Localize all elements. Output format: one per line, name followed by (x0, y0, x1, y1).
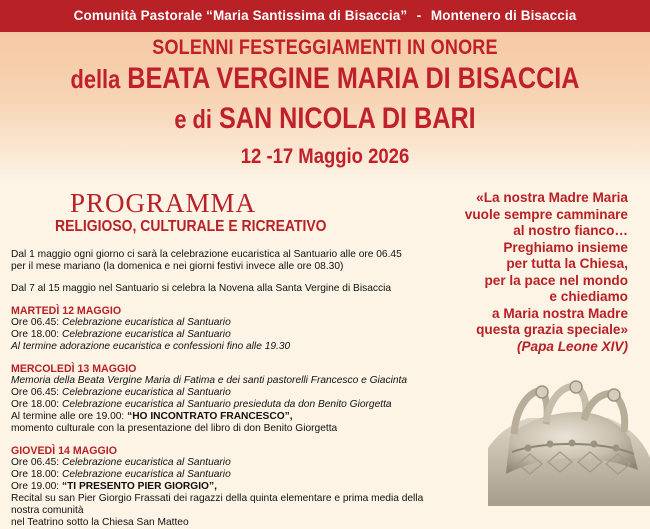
program-line (11, 387, 451, 399)
day-title-giovedi: GIOVEDÌ 14 MAGGIO (11, 445, 117, 457)
program-line: momento culturale con la presentazione del libro di don Benito Giorgetta (11, 423, 338, 434)
day-title-martedi: MARTEDÌ 12 MAGGIO (11, 305, 122, 317)
header-line2-main: BEATA VERGINE MARIA DI BISACCIA (127, 62, 580, 95)
community-name: Comunità Pastorale “Maria Santissima di Bisaccia” (73, 8, 408, 23)
quote-line: a Maria nostra Madre (492, 305, 628, 321)
top-banner (0, 0, 650, 32)
header-line3-main: SAN NICOLA DI BARI (218, 102, 476, 135)
quote-author: (Papa Leone XIV) (516, 338, 628, 354)
banner-separator: - (416, 8, 422, 23)
header-line-san-nicola (52, 102, 598, 136)
event-text: Celebrazione eucaristica al Santuario presieduta da don Benito Giorgetta (61, 399, 392, 410)
event-text: Celebrazione eucaristica al Santuario (61, 329, 231, 340)
program-line: Al termine adorazione eucaristica e confessioni fino alle 19.30 (11, 341, 291, 352)
quote-line: e chiediamo (549, 289, 628, 304)
town-name: Montenero di Bisaccia (430, 8, 577, 23)
program-line (11, 411, 451, 423)
quote-line: «La nostra Madre Maria (476, 190, 628, 205)
time-label: Ore 06.45: (11, 387, 60, 398)
header-line-solenni: SOLENNI FESTEGGIAMENTI IN ONORE (152, 36, 498, 59)
time-label: Ore 06.45: (11, 317, 60, 328)
quote-line: Preghiamo insieme (503, 239, 628, 255)
madonna-statue-image (488, 378, 650, 506)
event-text: Celebrazione eucaristica al Santuario (61, 387, 231, 398)
poster-header (0, 32, 650, 180)
program-line: nel Teatrino sotto la Chiesa San Matteo (11, 517, 189, 528)
event-title: “TI PRESENTO PIER GIORGIO”, (61, 481, 217, 492)
time-label: Ore 19.00: (11, 481, 60, 492)
festival-dates: 12 -17 Maggio 2026 (240, 145, 410, 168)
quote-line: per tutta la Chiesa, (506, 256, 628, 271)
day-title-mercoledi: MERCOLEDÌ 13 MAGGIO (11, 363, 137, 375)
header-line2-prefix: della (70, 64, 121, 94)
event-text: Celebrazione eucaristica al Santuario (61, 457, 231, 468)
program-line (11, 457, 451, 469)
intro-mese-mariano-1: Dal 1 maggio ogni giorno ci sarà la celebrazione eucaristica al Santuario alle ore 06.45 (11, 249, 402, 260)
statue-crown-illustration (488, 378, 650, 506)
time-label: Ore 06.45: (11, 457, 60, 468)
quote-line: questa grazia speciale» (476, 322, 628, 337)
program-line: Memoria della Beata Vergine Maria di Fatima e dei santi pastorelli Francesco e Giacinta (11, 375, 407, 386)
intro-novena: Dal 7 al 15 maggio nel Santuario si celebra la Novena alla Santa Vergine di Bisaccia (11, 283, 391, 294)
program-line: Recital su san Pier Giorgio Frassati dei ragazzi della quinta elementare e prima media della nostra comunità (11, 493, 424, 516)
time-label: Ore 18.00: (11, 469, 60, 480)
intro-mese-mariano-2: per il mese mariano (la domenica e nei giorni festivi invece alle ore 08.30) (11, 261, 344, 272)
time-label: Ore 18.00: (11, 399, 60, 410)
event-text: Celebrazione eucaristica al Santuario (61, 469, 231, 480)
header-line3-prefix: e di (174, 104, 212, 134)
programma-title: PROGRAMMA (70, 188, 257, 218)
program-line (11, 469, 451, 481)
program-line (11, 399, 451, 411)
quote-line: al nostro fianco… (513, 223, 628, 238)
quote-line: per la pace nel mondo (484, 272, 628, 288)
program-line (11, 481, 451, 493)
time-label: Ore 18.00: (11, 329, 60, 340)
event-text: Celebrazione eucaristica al Santuario (61, 317, 231, 328)
programma-subtitle: RELIGIOSO, CULTURALE E RICREATIVO (55, 218, 327, 235)
time-label: Al termine alle ore 19.00: (11, 411, 125, 422)
event-title: “HO INCONTRATO FRANCESCO”, (127, 411, 293, 422)
quote-line: vuole sempre camminare (464, 206, 628, 222)
header-line-beata-vergine (52, 62, 598, 96)
papal-quote (378, 190, 628, 355)
